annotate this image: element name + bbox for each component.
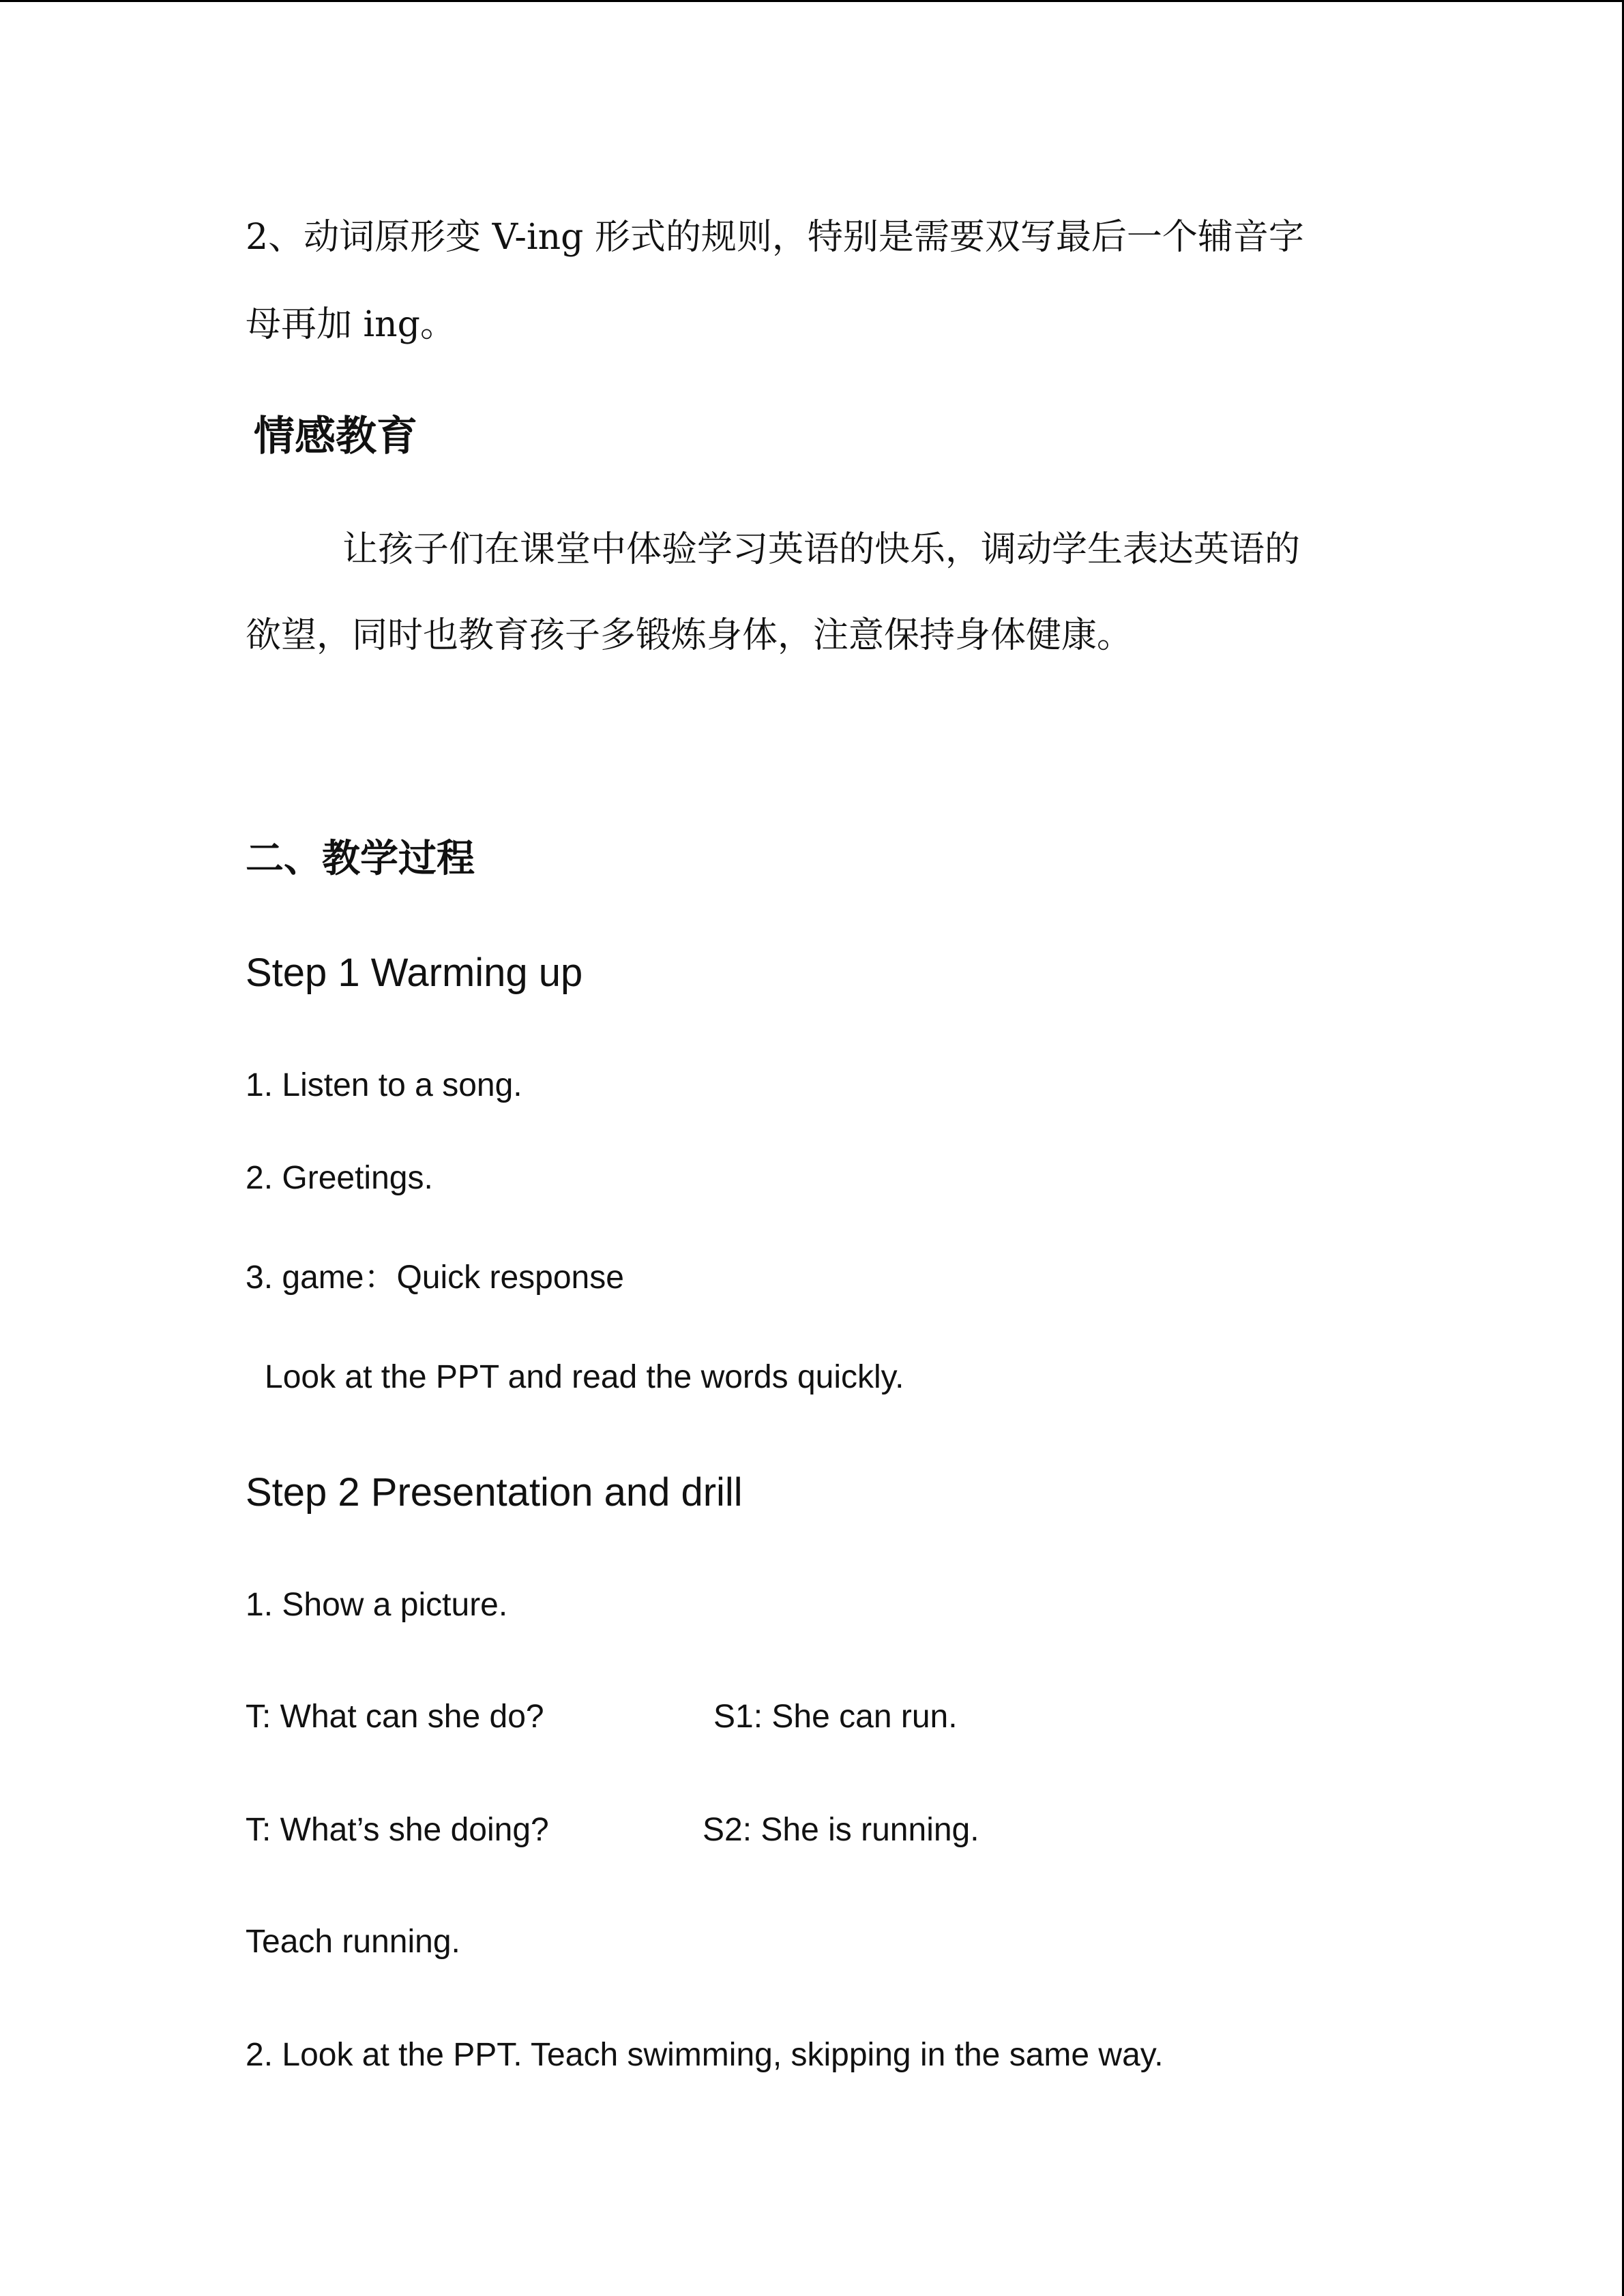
emotion-paragraph-line-2: 欲望，同时也教育孩子多锻炼身体，注意保持身体健康。 xyxy=(246,615,1133,656)
emotion-education-heading: 情感教育 xyxy=(254,413,417,460)
step2-item-1: 1. Show a picture. xyxy=(246,1587,508,1623)
step1-title: Step 1 Warming up xyxy=(246,951,583,995)
dialog-2-student: S2: She is running. xyxy=(703,1812,979,1848)
step1-item-3-note: Look at the PPT and read the words quickly. xyxy=(265,1359,904,1395)
dialog-1-teacher: T: What can she do? xyxy=(246,1699,544,1735)
step1-item-2: 2. Greetings. xyxy=(246,1160,433,1196)
emotion-paragraph-line-1: 让孩子们在课堂中体验学习英语的快乐，调动学生表达英语的 xyxy=(342,529,1301,570)
rule-paragraph-line-1: 2、动词原形变 V-ing 形式的规则，特别是需要双写最后一个辅音字 xyxy=(246,217,1304,258)
teaching-process-heading: 二、教学过程 xyxy=(246,837,475,881)
page-top-border xyxy=(0,0,1624,2)
dialog-2-teacher: T: What’s she doing? xyxy=(246,1812,549,1848)
teach-running-line: Teach running. xyxy=(246,1924,460,1960)
step1-item-3: 3. game：Quick response xyxy=(246,1259,624,1296)
dialog-1-student: S1: She can run. xyxy=(713,1699,958,1735)
step1-item-1: 1. Listen to a song. xyxy=(246,1067,522,1103)
step2-title: Step 2 Presentation and drill xyxy=(246,1470,743,1515)
step2-item-2: 2. Look at the PPT. Teach swimming, skipping in the same way. xyxy=(246,2037,1164,2073)
rule-paragraph-line-2: 母再加 ing。 xyxy=(246,304,456,345)
